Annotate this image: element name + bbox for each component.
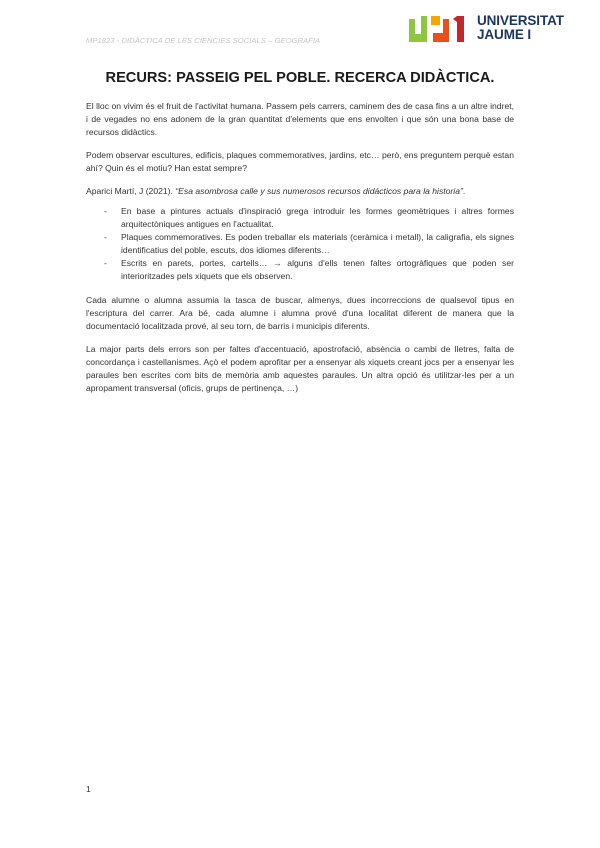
list-item-text: Plaques commemoratives. Es poden treballar els materials (ceràmica i metall), la caligrafia, els signes identificatius del poble, escuts, dos idiomes diferents… xyxy=(121,232,514,255)
university-name-line2: JAUME I xyxy=(477,27,532,42)
list-item xyxy=(86,205,514,231)
questions-paragraph: Podem observar escultures, edificis, plaques commemoratives, jardins, etc… però, ens preguntem perquè estan ahí? Quin és el motiu? Han estat sempre? xyxy=(86,150,514,173)
errors-paragraph: La major parts dels errors son per faltes d'accentuació, apostrofació, absència o cambi de lletres, falta de concordança i castellanismes. Açò el podem aprofitar per a ensenyar als xiquets creant jocs per a ensenyar les paraules ben escrites com bits de memòria amb aquestes paraules. Un altra opció és utilitzar-les per a un apropament transversal (oficis, grups de pertinença, …) xyxy=(86,344,514,393)
university-name-line1: UNIVERSITAT xyxy=(477,13,564,28)
document-title: RECURS: PASSEIG PEL POBLE. RECERCA DIDÀCTICA. xyxy=(105,70,495,86)
list-marker: - xyxy=(104,206,107,216)
list-item xyxy=(86,257,514,283)
intro-paragraph: El lloc on vivim és el fruit de l'activitat humana. Passem pels carrers, caminem des de casa fins a un altre indret, i de vegades no ens adonem de la gran quantitat d'elements que ens envolten i que són una bona base de recursos didàctics. xyxy=(86,101,514,137)
uji-logo-mark-icon xyxy=(409,13,471,45)
list-marker: - xyxy=(104,258,107,268)
page-number: 1 xyxy=(86,784,91,794)
university-name xyxy=(477,14,564,42)
task-paragraph: Cada alumne o alumna assumia la tasca de buscar, almenys, dues incorreccions de qualsevol tipus en l'escriptura del carrer. Ara bé, cada alumne i alumna prové d'una localitat diferent de manera que la documentació localitzada prové, al seu torn, de barris i municipis diferents. xyxy=(86,295,514,331)
resource-list xyxy=(86,205,514,283)
university-logo xyxy=(409,13,579,45)
document-body xyxy=(86,100,514,405)
running-header: MP1823 - DIDÀCTICA DE LES CIÈNCIES SOCIALS – GEOGRAFIA xyxy=(86,36,321,45)
list-marker: - xyxy=(104,232,107,242)
citation-title: “Esa asombrosa calle y sus numerosos recursos didácticos para la historia” xyxy=(175,186,463,196)
list-item xyxy=(86,231,514,257)
list-item-text: Escrits en parets, portes, cartells… → alguns d'ells tenen faltes ortogràfiques que poden ser interioritzades pels xiquets que els observen. xyxy=(121,258,514,281)
citation-end: . xyxy=(462,186,466,196)
list-item-text: En base a pintures actuals d'inspiració grega introduir les formes geomètriques i altres formes arquitectòniques antigues en l'actualitat. xyxy=(121,206,514,229)
citation-paragraph xyxy=(86,185,514,198)
citation-author: Aparici Martí, J (2021). xyxy=(86,186,176,196)
